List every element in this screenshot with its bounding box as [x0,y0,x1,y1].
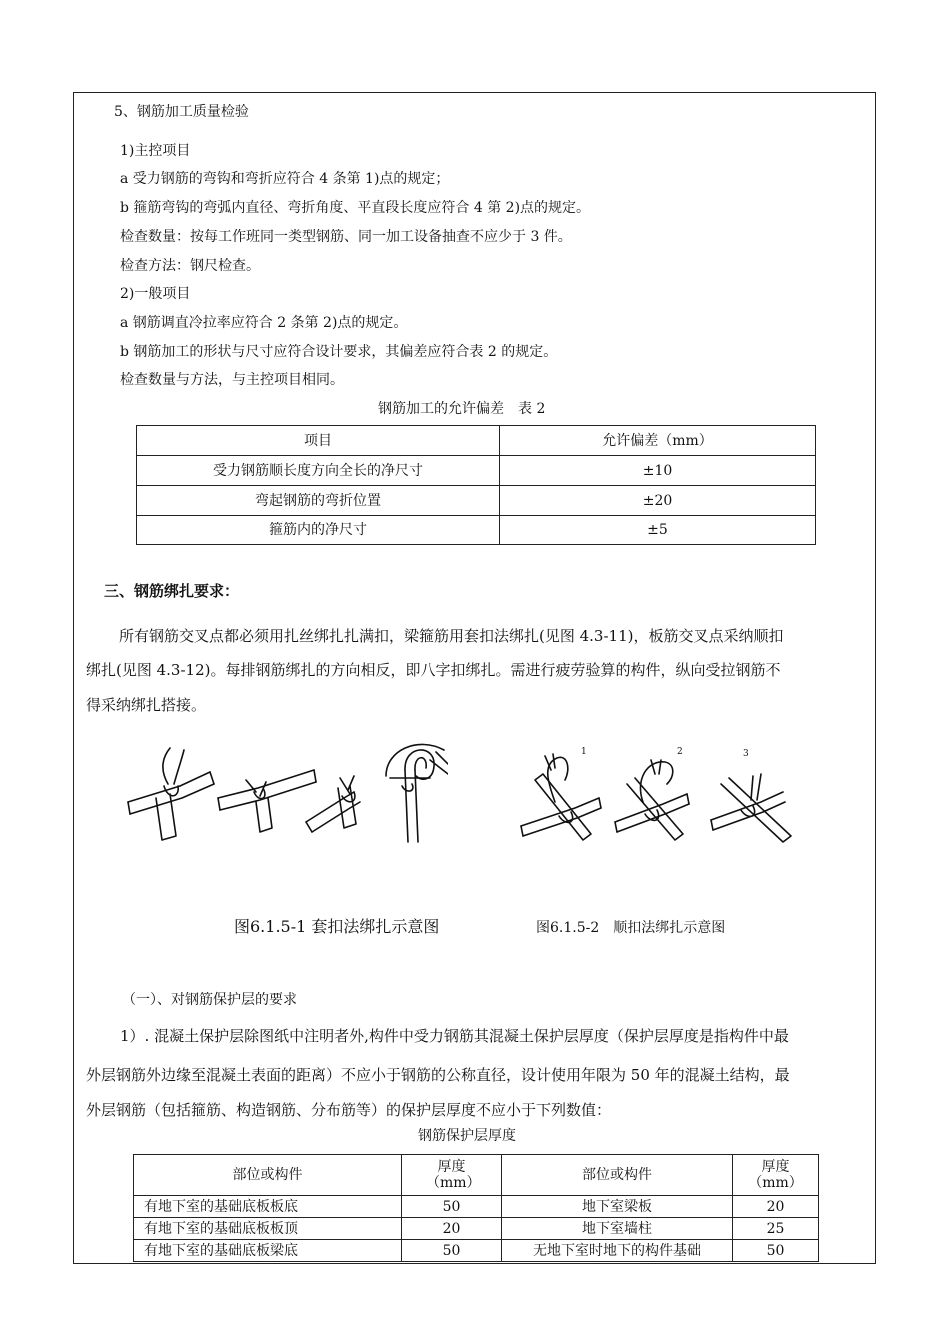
section5-line: a 受力钢筋的弯钩和弯折应符合 4 条第 1)点的规定； [120,171,450,187]
table-cell: 箍筋内的净尺寸 [137,516,500,545]
cover-paragraph-line: 1）. 混凝土保护层除图纸中注明者外,构件中受力钢筋其混凝土保护层厚度（保护层厚度是指构件中最 [120,1027,789,1045]
section3-heading: 三、钢筋绑扎要求： [104,582,240,600]
table2-caption: 钢筋加工的允许偏差 表 2 [378,401,546,417]
table-cell: 有地下室的基础底板板顶 [134,1218,402,1240]
section3-paragraph-line: 得采纳绑扎搭接。 [86,696,207,714]
table-cell: 50 [733,1240,819,1262]
loop-tie-figure [118,740,448,850]
section5-line: 2)一般项目 [120,286,191,302]
section5-line: b 箍筋弯钩的弯弧内直径、弯折角度、平直段长度应符合 4 第 2)点的规定。 [120,200,591,216]
section3-paragraph-line: 所有钢筋交叉点都必须用扎丝绑扎扎满扣，梁箍筋用套扣法绑扎(见图 4.3-11)，板筋交叉点采纳顺扣 [119,627,784,645]
cover-paragraph-line: 外层钢筋外边缘至混凝土表面的距离）不应小于钢筋的公称直径，设计使用年限为 50 年的混凝土结构，最 [86,1066,790,1084]
cover-thickness-table [133,1154,819,1262]
table-header-cell: 项目 [137,426,500,456]
section5-line: 检查数量：按每工作班同一类型钢筋、同一加工设备抽查不应少于 3 件。 [120,229,572,245]
table-row [134,1240,819,1262]
table-row [137,486,816,516]
table-cell: ±20 [500,486,816,516]
figure2-caption: 图6.1.5-2 顺扣法绑扎示意图 [536,920,726,936]
section5-line: 1)主控项目 [120,143,191,159]
tolerance-table [136,425,816,545]
table-row [134,1218,819,1240]
step-label-3: 3 [743,749,749,759]
table-header-cell: 部位或构件 [134,1155,402,1196]
table-header-row [137,426,816,456]
table-header-row [134,1155,819,1196]
table-row [137,516,816,545]
table-cell: 受力钢筋顺长度方向全长的净尺寸 [137,456,500,486]
table-row [134,1196,819,1218]
table-cell: 地下室梁板 [502,1196,733,1218]
section5-line: 检查数量与方法，与主控项目相同。 [120,372,344,388]
table-cell: 20 [402,1218,502,1240]
table-header-cell: 允许偏差（mm） [500,426,816,456]
section5-line: a 钢筋调直冷拉率应符合 2 条第 2)点的规定。 [120,315,408,331]
step-labels [581,747,749,759]
table-header-cell: 厚度（mm） [402,1155,502,1196]
cover-table-caption: 钢筋保护层厚度 [418,1128,516,1144]
table-header-cell: 部位或构件 [502,1155,733,1196]
figure1-caption: 图6.1.5-1 套扣法绑扎示意图 [234,917,440,936]
table-cell: 无地下室时地下的构件基础 [502,1240,733,1262]
section5-line: 检查方法：钢尺检查。 [120,258,260,274]
table-cell: 50 [402,1240,502,1262]
cover-heading: （一）、对钢筋保护层的要求 [122,992,297,1008]
step-label-1: 1 [581,747,587,757]
table-cell: 50 [402,1196,502,1218]
section3-paragraph-line: 绑扎(见图 4.3-12)。每排钢筋绑扎的方向相反，即八字扣绑扎。需进行疲劳验算的构件，纵向受拉钢筋不 [86,661,781,679]
table-cell: 有地下室的基础底板板底 [134,1196,402,1218]
table-cell: 25 [733,1218,819,1240]
table-row [137,456,816,486]
table-header-cell: 厚度（mm） [733,1155,819,1196]
sequential-tie-figure [515,740,805,850]
table-cell: ±5 [500,516,816,545]
table-cell: 有地下室的基础底板梁底 [134,1240,402,1262]
table-cell: 地下室墙柱 [502,1218,733,1240]
table-cell: 弯起钢筋的弯折位置 [137,486,500,516]
step-label-2: 2 [677,747,683,757]
section5-heading: 5、钢筋加工质量检验 [114,104,249,120]
table-cell: 20 [733,1196,819,1218]
cover-paragraph-line: 外层钢筋（包括箍筋、构造钢筋、分布筋等）的保护层厚度不应小于下列数值： [86,1101,612,1119]
table-cell: ±10 [500,456,816,486]
section5-line: b 钢筋加工的形状与尺寸应符合设计要求，其偏差应符合表 2 的规定。 [120,344,558,360]
